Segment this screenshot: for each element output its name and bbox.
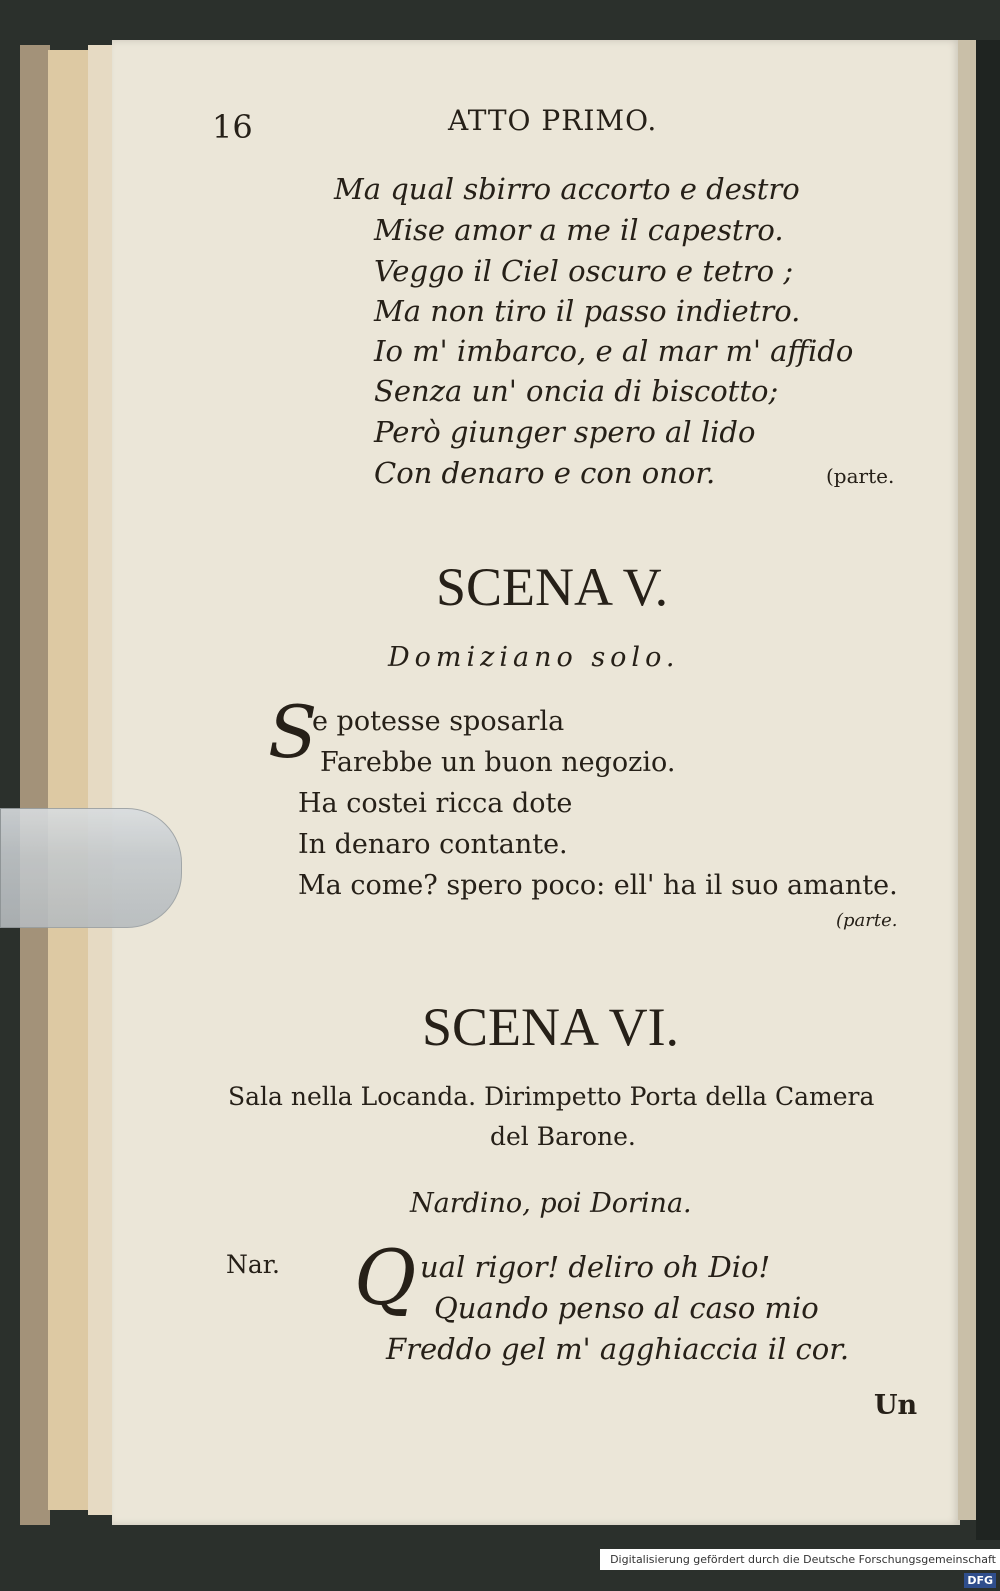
catchword: Un (874, 1390, 918, 1421)
scene-6-characters: Nardino, poi Dorina. (410, 1188, 692, 1219)
page-holder-clip (0, 808, 182, 928)
footer-text: Digitalisierung gefördert durch die Deutsche Forschungsgemeinschaft (610, 1553, 996, 1566)
scene-5-line-4: In denaro contante. (298, 829, 568, 860)
scene-5-title: SCENA V. (436, 557, 669, 617)
speaker-label: Nar. (226, 1250, 280, 1279)
scene-5-line-1: e potesse sposarla (312, 706, 565, 737)
aria-line-8: Con denaro e con onor. (374, 456, 716, 490)
running-head: ATTO PRIMO. (448, 104, 658, 137)
scene-6-drop-cap: Q (354, 1233, 417, 1322)
scan-background (976, 40, 1000, 1540)
scene-5-line-3: Ha costei ricca dote (298, 788, 573, 819)
aria-line-3: Veggo il Ciel oscuro e tetro ; (374, 254, 794, 288)
page-number: 16 (212, 108, 253, 146)
stage-direction-exit-2: (parte. (836, 910, 898, 931)
scene-5-drop-cap: S (268, 690, 318, 774)
scene-6-line-2: Quando penso al caso mio (434, 1291, 819, 1325)
page-edge (958, 40, 976, 1520)
scene-5-line-2: Farebbe un buon negozio. (320, 747, 676, 778)
digitization-footer (600, 1549, 1000, 1587)
stage-direction-exit-1: (parte. (826, 464, 895, 488)
aria-line-4: Ma non tiro il passo indietro. (374, 294, 801, 328)
scene-5-character: Domiziano solo. (388, 642, 680, 673)
scene-6-line-3: Freddo gel m' agghiaccia il cor. (386, 1332, 850, 1366)
scene-6-setting-line-2: del Barone. (490, 1122, 636, 1151)
book-binding (20, 45, 50, 1525)
scene-6-line-1: ual rigor! deliro oh Dio! (420, 1250, 771, 1284)
dfg-logo: DFG (964, 1573, 996, 1588)
scene-6-title: SCENA VI. (422, 997, 680, 1057)
scene-5-line-5: Ma come? spero poco: ell' ha il suo amante. (298, 870, 898, 901)
aria-line-6: Senza un' oncia di biscotto; (374, 374, 779, 408)
aria-line-1: Ma qual sbirro accorto e destro (334, 172, 800, 206)
aria-line-5: Io m' imbarco, e al mar m' affido (374, 334, 854, 368)
scene-6-setting-line-1: Sala nella Locanda. Dirimpetto Porta della Camera (228, 1082, 875, 1111)
aria-line-7: Però giunger spero al lido (374, 415, 756, 449)
aria-line-2: Mise amor a me il capestro. (374, 213, 784, 247)
